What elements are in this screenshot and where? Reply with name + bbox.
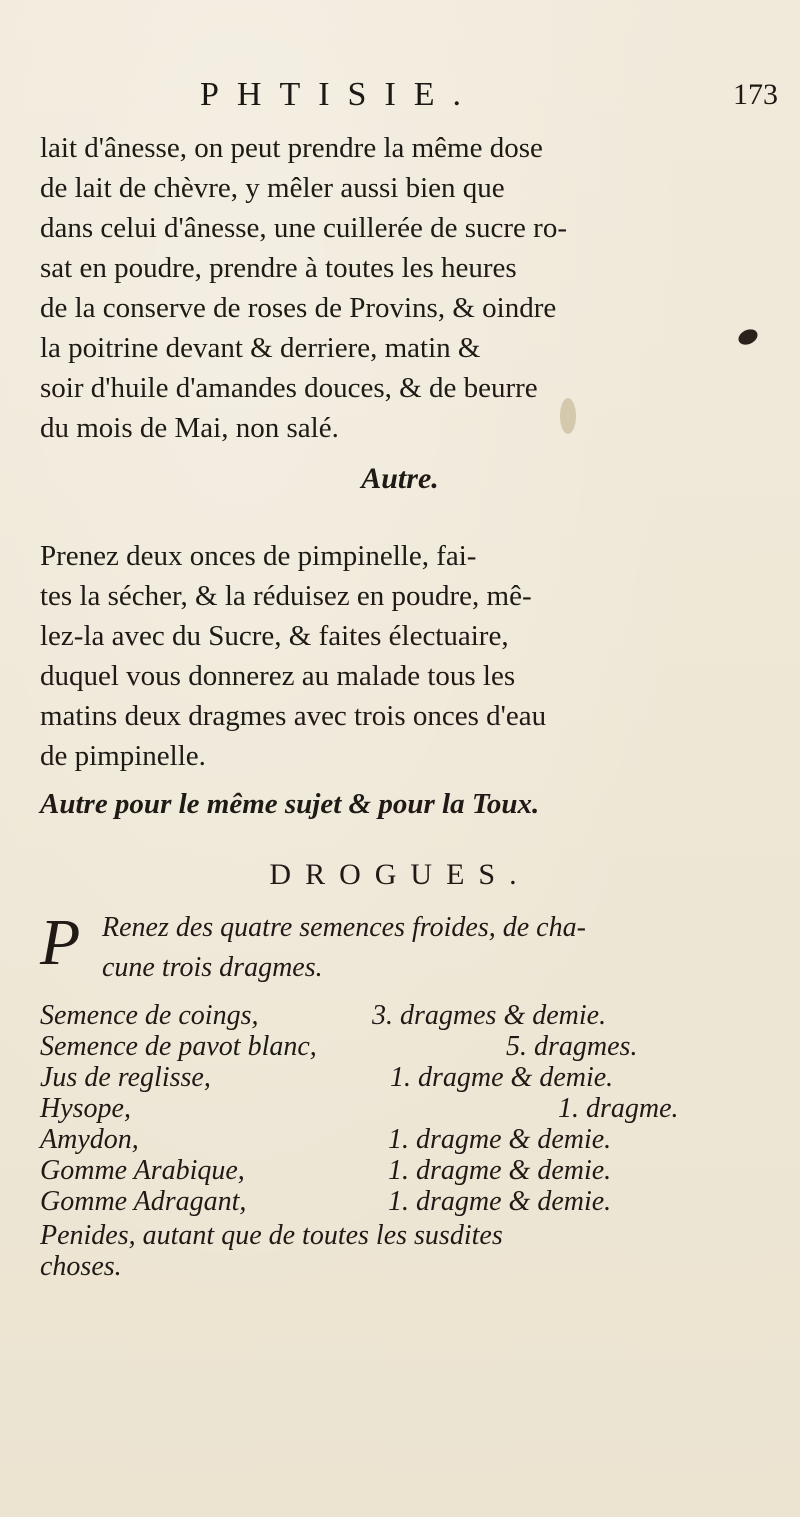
ingredient-row xyxy=(40,1031,780,1062)
paragraph-1 xyxy=(40,128,775,448)
paper-stain xyxy=(560,398,576,434)
heading-autre-pour-la-toux: Autre pour le même sujet & pour la Toux. xyxy=(40,788,540,820)
ingredient-name: Amydon, xyxy=(40,1124,139,1155)
ingredient-quantity: 5. dragmes. xyxy=(506,1031,638,1062)
ingredient-row xyxy=(40,1186,780,1217)
text-line: la poitrine devant & derriere, matin & xyxy=(40,332,481,364)
heading-drogues: DROGUES. xyxy=(269,858,531,891)
ingredient-quantity: 1. dragme. xyxy=(558,1093,679,1124)
text-line: du mois de Mai, non salé. xyxy=(40,412,339,444)
text-line: lez-la avec du Sucre, & faites électuaire, xyxy=(40,620,509,652)
text-line: Penides, autant que de toutes les susdites xyxy=(40,1220,503,1251)
text-line: cune trois dragmes. xyxy=(102,952,323,983)
text-line: matins deux dragmes avec trois onces d'eau xyxy=(40,700,547,732)
page-header xyxy=(0,76,800,120)
paragraph-2 xyxy=(40,536,775,776)
ingredient-name: Gomme Arabique, xyxy=(40,1155,245,1186)
text-line: sat en poudre, prendre à toutes les heures xyxy=(40,252,517,284)
ingredient-name: Jus de reglisse, xyxy=(40,1062,211,1093)
ingredient-row xyxy=(40,1155,780,1186)
ingredient-quantity: 3. dragmes & demie. xyxy=(372,1000,607,1031)
ingredient-name: Semence de coings, xyxy=(40,1000,259,1031)
text-line: lait d'ânesse, on peut prendre la même dose xyxy=(40,132,543,164)
text-line: Prenez deux onces de pimpinelle, fai- xyxy=(40,540,477,572)
text-line: de la conserve de roses de Provins, & oindre xyxy=(40,292,557,324)
ingredient-quantity: 1. dragme & demie. xyxy=(388,1124,612,1155)
closing-text xyxy=(40,1220,780,1282)
text-line: de pimpinelle. xyxy=(40,740,206,772)
ingredient-name: Semence de pavot blanc, xyxy=(40,1031,317,1062)
ingredient-list xyxy=(40,1000,780,1217)
ingredient-row xyxy=(40,1124,780,1155)
text-line: Renez des quatre semences froides, de cha- xyxy=(102,912,586,943)
ingredient-row xyxy=(40,1062,780,1093)
ingredient-row xyxy=(40,1000,780,1031)
text-line: tes la sécher, & la réduisez en poudre, mê- xyxy=(40,580,532,612)
text-line: duquel vous donnerez au malade tous les xyxy=(40,660,516,692)
text-line: soir d'huile d'amandes douces, & de beurre xyxy=(40,372,538,404)
ingredient-quantity: 1. dragme & demie. xyxy=(388,1155,612,1186)
ingredient-name: Hysope, xyxy=(40,1093,131,1124)
heading-autre: Autre. xyxy=(361,462,439,495)
running-head: PHTISIE. xyxy=(200,76,480,113)
text-line: choses. xyxy=(40,1251,122,1282)
ingredient-quantity: 1. dragme & demie. xyxy=(390,1062,614,1093)
ingredient-row xyxy=(40,1093,780,1124)
drop-cap: P xyxy=(40,906,81,979)
text-line: dans celui d'ânesse, une cuillerée de sucre ro- xyxy=(40,212,567,244)
ingredient-name: Gomme Adragant, xyxy=(40,1186,247,1217)
text-line: de lait de chèvre, y mêler aussi bien que xyxy=(40,172,505,204)
recipe-intro xyxy=(102,912,782,992)
ingredient-quantity: 1. dragme & demie. xyxy=(388,1186,612,1217)
page-number: 173 xyxy=(733,78,778,111)
